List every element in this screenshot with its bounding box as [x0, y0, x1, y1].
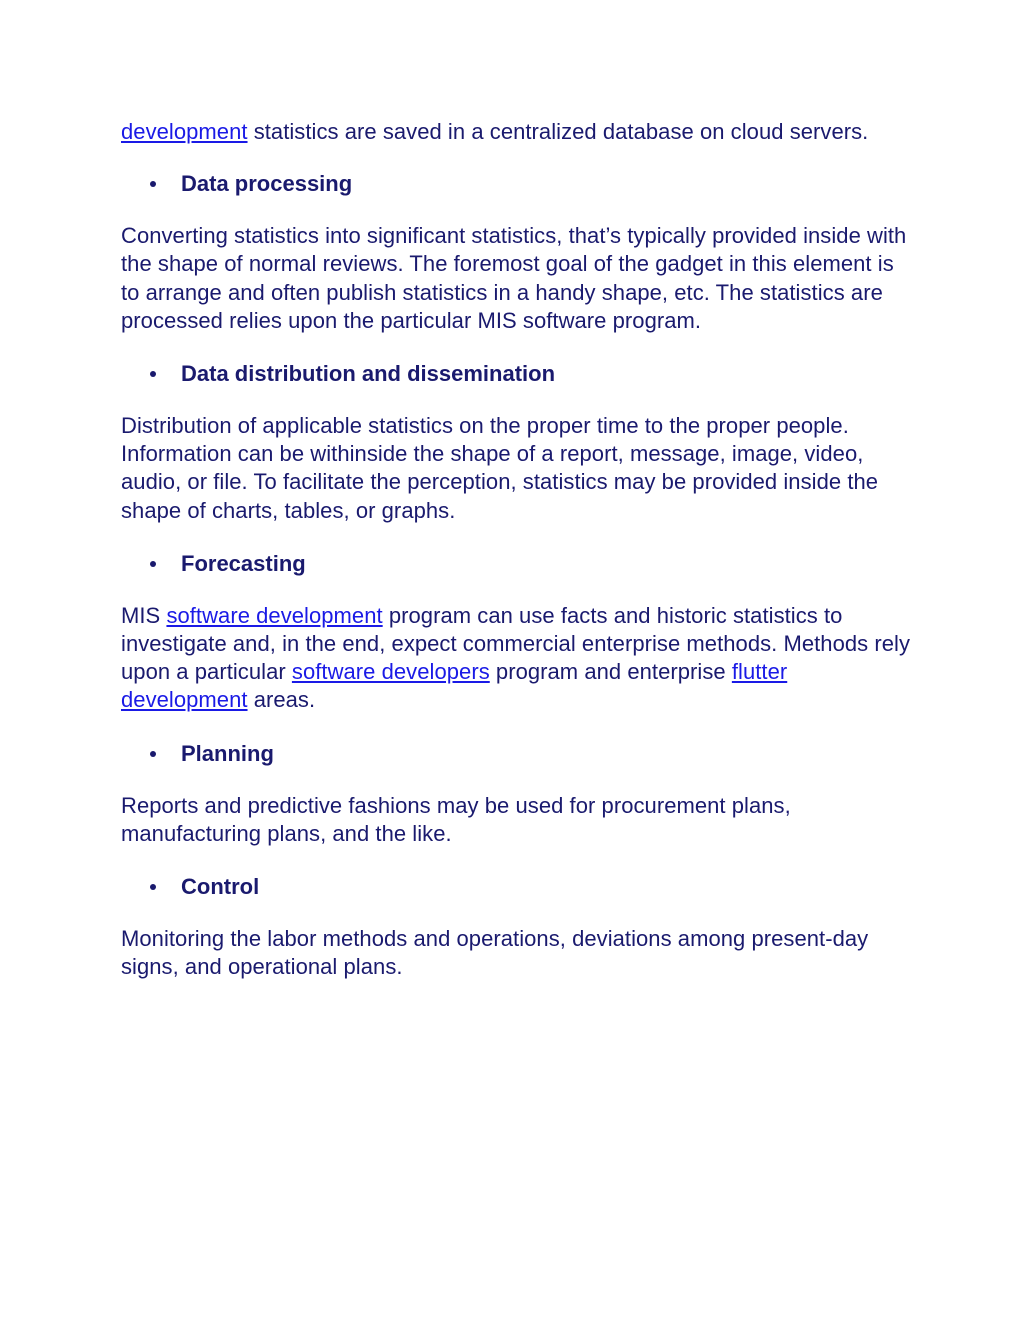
paragraph-forecasting	[121, 602, 911, 715]
paragraph-data-distribution: Distribution of applicable statistics on the proper time to the proper people. Information can be withinside the shape of a report, message, image, video, audio, or file. To facilitate the perception, statistics may be provided inside the shape of charts, tables, or graphs.	[121, 413, 879, 523]
bullet-icon	[150, 181, 156, 187]
paragraph-data-processing: Converting statistics into significant statistics, that’s typically provided inside with the shape of normal reviews. The foremost goal of the gadget in this element is to arrange and often publish statistics in a handy shape, etc. The statistics are processed relies upon the particular MIS software program.	[121, 223, 907, 333]
forecasting-text-4: areas.	[247, 687, 316, 713]
paragraph-control: Monitoring the labor methods and operations, deviations among present-day signs, and operational plans.	[121, 926, 869, 980]
heading-planning: Planning	[181, 740, 274, 766]
heading-forecasting: Forecasting	[181, 550, 306, 576]
bullet-icon	[150, 751, 156, 757]
bullet-data-distribution	[121, 360, 911, 388]
flutter-development-link[interactable]: flutter development	[121, 659, 788, 713]
bullet-planning	[121, 740, 911, 768]
heading-data-processing: Data processing	[181, 171, 353, 197]
software-development-link[interactable]: software development	[166, 602, 383, 628]
intro-text: statistics are saved in a centralized database on cloud servers.	[247, 119, 869, 144]
bullet-icon	[150, 884, 156, 890]
heading-control: Control	[181, 874, 260, 900]
forecasting-text-3: program and enterprise	[489, 659, 732, 685]
bullet-control	[121, 873, 911, 901]
forecasting-text-1: MIS	[121, 602, 167, 628]
paragraph-planning: Reports and predictive fashions may be used for procurement plans, manufacturing plans, and the like.	[121, 792, 791, 846]
intro-paragraph	[121, 118, 911, 146]
forecasting-text-2: program can use facts and historic statistics to investigate and, in the end, expect commercial enterprise methods. Methods rely upon a particular	[121, 602, 911, 685]
document-page	[121, 118, 911, 1006]
software-developers-link[interactable]: software developers	[291, 659, 490, 685]
development-link[interactable]: development	[121, 119, 248, 144]
bullet-icon	[150, 371, 156, 377]
heading-data-distribution: Data distribution and dissemination	[181, 361, 556, 387]
bullet-icon	[150, 561, 156, 567]
bullet-forecasting	[121, 550, 911, 578]
bullet-data-processing	[121, 170, 911, 198]
